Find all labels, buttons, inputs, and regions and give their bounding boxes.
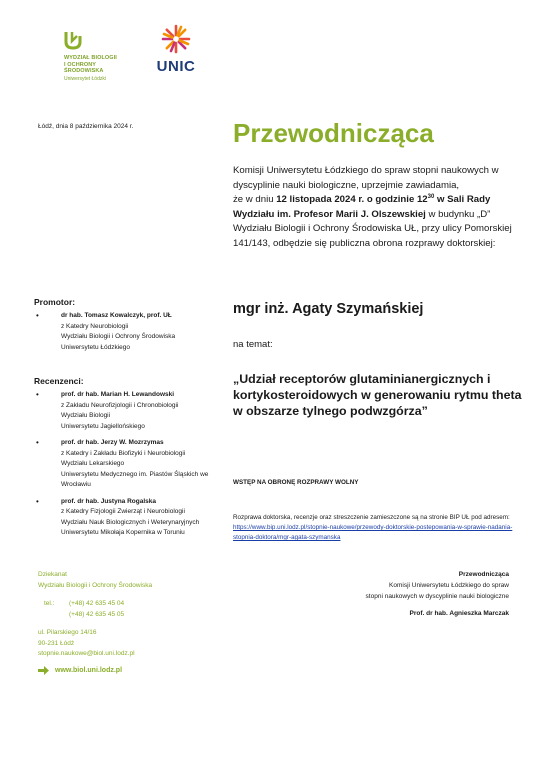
- page-title: Przewodnicząca: [233, 118, 434, 148]
- person-name: dr hab. Tomasz Kowalczyk, prof. UŁ: [61, 312, 172, 319]
- phone-number: (+48) 42 635 45 04: [69, 600, 125, 607]
- documents-notice: [233, 513, 523, 543]
- faculty-name: Wydziału Biologii i Ochrony Środowiska: [38, 581, 153, 589]
- candidate-name: mgr inż. Agaty Szymańskiej: [233, 301, 424, 317]
- affiliation-line: Wydziału Biologii i Ochrony Środowiska: [61, 333, 176, 340]
- street-address: ul. Pilarskiego 14/16: [38, 629, 97, 636]
- person-name: prof. dr hab. Justyna Rogalska: [61, 497, 156, 505]
- city-address: 90-231 Łódź: [38, 639, 75, 647]
- intro-location: w budynku „D” Wydziału Biologii i Ochrony Środowiska UŁ, przy ulicy Pomorskiej 141/143, odbędzie się publiczna obrona rozprawy doktorskiej:: [233, 208, 512, 249]
- affiliation-line: Wydziału Lekarskiego: [61, 460, 125, 467]
- promotor-section: [34, 297, 224, 359]
- dissertation-title: „Udział receptorów glutaminianergicznych i kortykosteroidowych w generowaniu rytmu theta w obszarze tylnego podwzgórza”: [233, 372, 522, 418]
- contact-email[interactable]: stopnie.naukowe@biol.uni.lodz.pl: [38, 650, 135, 657]
- affiliation-line: Uniwersytetu Łódzkiego: [61, 343, 131, 351]
- defense-venue: w Sali Rady Wydziału im. Profesor Marii J. Olszewskiej: [233, 194, 491, 220]
- affiliation-line: Wydziału Nauk Biologicznych i Weterynaryjnych: [61, 518, 200, 526]
- bullet-icon: •: [36, 438, 39, 447]
- reviewer-item: [34, 497, 234, 539]
- reviewers-section: [34, 376, 234, 545]
- signature-block: [289, 569, 509, 619]
- document-date: Łódź, dnia 8 października 2024 r.: [38, 123, 134, 130]
- reviewers-heading: Recenzenci:: [34, 376, 84, 386]
- affiliation-line: Uniwersytetu Medycznego im. Piastów Śląskich we Wrocławiu: [61, 470, 209, 488]
- faculty-logo-mark-icon: [64, 30, 82, 50]
- intro-committee: Komisji Uniwersytetu Łódzkiego do spraw stopni naukowych w dyscyplinie nauki biologiczne, uprzejmie zawiadamia,: [233, 165, 499, 191]
- contact-block: [38, 570, 218, 668]
- open-access-notice: WSTĘP NA OBRONĘ ROZPRAWY WOLNY: [233, 479, 359, 486]
- affiliation-line: z Katedry i Zakładu Biofizyki i Neurobiologii: [61, 449, 186, 457]
- reviewer-item: [34, 438, 234, 491]
- signature-line: Komisji Uniwersytetu Łódzkiego do spraw: [389, 582, 509, 589]
- announcement-intro: [233, 164, 518, 251]
- faculty-logo: [64, 30, 144, 82]
- promotor-heading: Promotor:: [34, 297, 76, 307]
- website-url[interactable]: www.biol.uni.lodz.pl: [55, 667, 123, 674]
- university-name: Uniwersytet Łódzki: [64, 75, 106, 82]
- affiliation-line: Wydziału Biologii: [61, 412, 111, 419]
- affiliation-line: Uniwersytetu Jagiellońskiego: [61, 422, 145, 430]
- signature-name: Prof. dr hab. Agnieszka Marczak: [409, 610, 509, 617]
- promotor-item: [34, 311, 224, 353]
- affiliation-line: z Katedry Neurobiologii: [61, 322, 129, 330]
- unic-wordmark: UNIC: [156, 58, 196, 75]
- faculty-logo-line: I OCHRONY: [64, 61, 97, 68]
- affiliation-line: Uniwersytetu Mikołaja Kopernika w Toruniu: [61, 529, 185, 536]
- faculty-logo-line: WYDZIAŁ BIOLOGII: [64, 55, 117, 61]
- phone-number: (+48) 42 635 45 05: [69, 610, 125, 618]
- affiliation-line: z Katedry Fizjologii Zwierząt i Neurobiologii: [61, 508, 185, 515]
- faculty-logo-line: ŚRODOWISKA: [64, 68, 104, 74]
- signature-title: Przewodnicząca: [458, 571, 509, 578]
- reviewer-item: [34, 390, 234, 432]
- intro-date-prefix: że w dniu: [233, 194, 277, 205]
- arrow-right-icon: [38, 666, 49, 675]
- person-name: prof. dr hab. Marian H. Lewandowski: [61, 391, 175, 398]
- bullet-icon: •: [36, 390, 39, 399]
- office-name: Dziekanat: [38, 571, 67, 578]
- unic-star-icon: [161, 24, 191, 54]
- defense-minutes: 30: [427, 194, 435, 200]
- bullet-icon: •: [36, 496, 39, 506]
- defense-datetime: 12 listopada 2024 r. o godzinie $12^{30}$ w Sali Rady Wydziału im. Profesor Marii J. Olszewskiej: [233, 194, 491, 220]
- topic-label: na temat:: [233, 339, 273, 350]
- documents-notice-text: Rozprawa doktorska, recenzje oraz streszczenie zamieszczone są na stronie BIP UŁ pod adresem:: [233, 514, 510, 521]
- tel-label: tel.:: [44, 600, 55, 607]
- unic-logo: [150, 24, 202, 74]
- bip-link[interactable]: https://www.bip.uni.lodz.pl/stopnie-naukowe/przewody-doktorskie-postepowania-w-sprawie-nadania-stopnia-doktora/mgr-agata-szymanska: [233, 524, 513, 541]
- person-name: prof. dr hab. Jerzy W. Mozrzymas: [61, 439, 164, 446]
- website-link[interactable]: [38, 666, 122, 675]
- bullet-icon: •: [36, 311, 39, 320]
- signature-line: stopni naukowych w dyscyplinie nauki biologiczne: [365, 593, 509, 600]
- affiliation-line: z Zakładu Neurofizjologii i Chronobiologii: [61, 401, 179, 409]
